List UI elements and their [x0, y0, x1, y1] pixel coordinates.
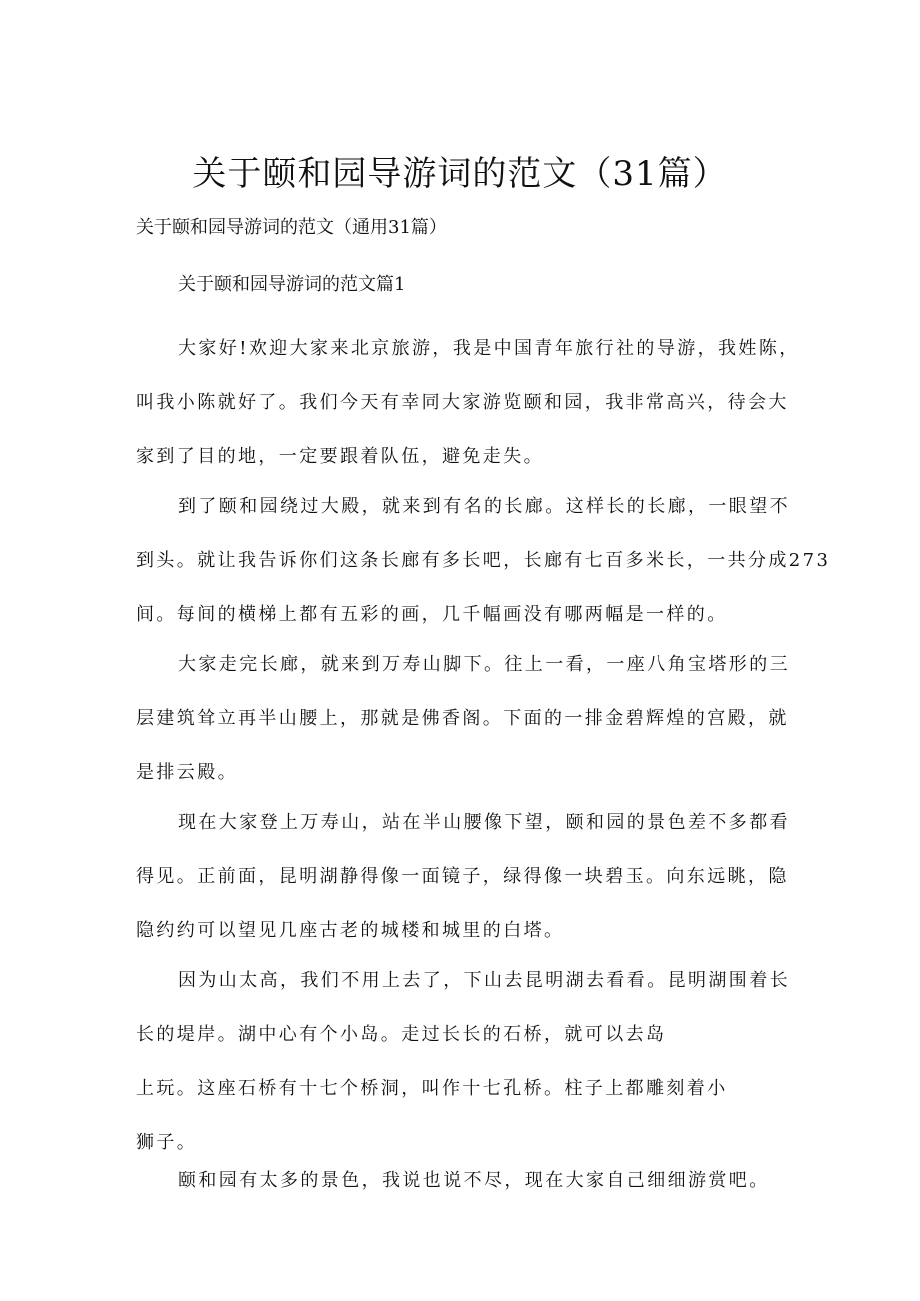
- paragraph-line: 颐和园有太多的景色，我说也说不尽，现在大家自己细细游赏吧。: [178, 1170, 770, 1191]
- paragraph-6: [136, 1154, 796, 1208]
- paragraph-2: [136, 480, 831, 642]
- paragraph-line: 隐约约可以望见几座古老的城楼和城里的白塔。: [136, 920, 565, 941]
- paragraph-line: 大家走完长廊，就来到万寿山脚下。往上一看，一座八角宝塔形的三: [178, 654, 790, 675]
- document-title: 关于颐和园导游词的范文（31篇）: [192, 154, 728, 194]
- paragraph-1: [136, 322, 800, 484]
- paragraph-line: 上玩。这座石桥有十七个桥洞，叫作十七孔桥。柱子上都雕刻着小: [136, 1078, 728, 1099]
- paragraph-line: 到头。就让我告诉你们这条长廊有多长吧，长廊有七百多米长，一共分成273: [136, 550, 831, 571]
- paragraph-line: 家到了目的地，一定要跟着队伍，避免走失。: [136, 446, 544, 467]
- paragraph-5: [136, 954, 796, 1170]
- paragraph-line: 狮子。: [136, 1132, 198, 1153]
- document-subtitle: 关于颐和园导游词的范文（通用31篇）: [136, 217, 447, 238]
- paragraph-line: 得见。正前面，昆明湖静得像一面镜子，绿得像一块碧玉。向东远眺，隐: [136, 866, 789, 887]
- paragraph-line: 层建筑耸立再半山腰上，那就是佛香阁。下面的一排金碧辉煌的宫殿，就: [136, 708, 789, 729]
- paragraph-line: 到了颐和园绕过大殿，就来到有名的长廊。这样长的长廊，一眼望不: [178, 496, 790, 517]
- paragraph-line: 长的堤岸。湖中心有个小岛。走过长长的石桥，就可以去岛: [136, 1024, 667, 1045]
- paragraph-line: 间。每间的横梯上都有五彩的画，几千幅画没有哪两幅是一样的。: [136, 604, 728, 625]
- paragraph-line: 现在大家登上万寿山，站在半山腰像下望，颐和园的景色差不多都看: [178, 812, 790, 833]
- paragraph-3: [136, 638, 796, 800]
- paragraph-line: 叫我小陈就好了。我们今天有幸同大家游览颐和园，我非常高兴，待会大: [136, 392, 789, 413]
- paragraph-4: [136, 796, 796, 958]
- paragraph-line: 是排云殿。: [136, 762, 238, 783]
- paragraph-line: 大家好!欢迎大家来北京旅游，我是中国青年旅行社的导游，我姓陈，: [178, 338, 800, 359]
- section-heading: 关于颐和园导游词的范文篇1: [178, 274, 406, 295]
- paragraph-line: 因为山太高，我们不用上去了，下山去昆明湖去看看。昆明湖围着长: [178, 970, 790, 991]
